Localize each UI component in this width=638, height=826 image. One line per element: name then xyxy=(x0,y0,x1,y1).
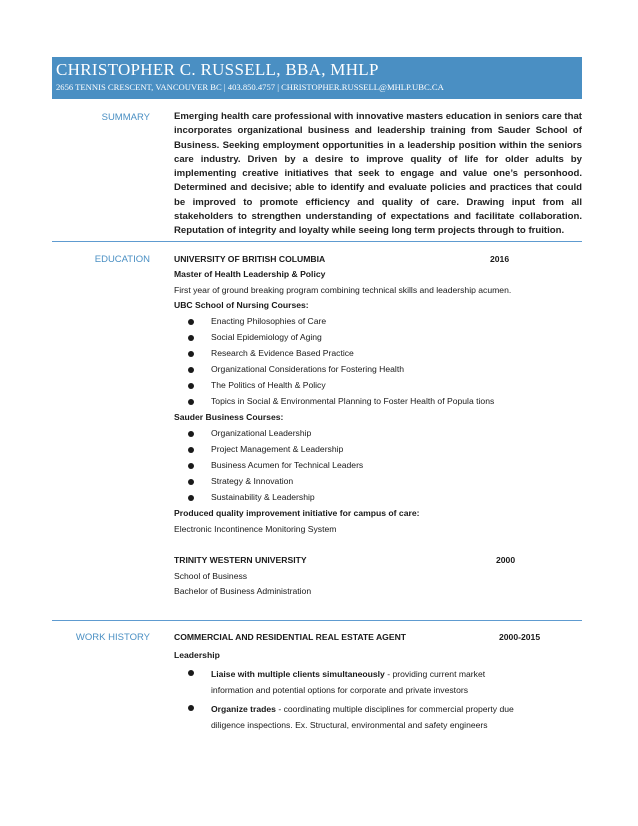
course-item: Research & Evidence Based Practice xyxy=(211,348,354,358)
course-item: Strategy & Innovation xyxy=(211,476,294,486)
twu-line1: School of Business xyxy=(174,571,248,581)
work-item xyxy=(211,666,521,698)
bullet-icon xyxy=(188,335,194,341)
twu-line2: Bachelor of Business Administration xyxy=(174,586,312,596)
bullet-icon xyxy=(188,351,194,357)
ubc-school: UNIVERSITY OF BRITISH COLUMBIA xyxy=(174,254,326,264)
education-label: EDUCATION xyxy=(94,254,150,265)
sauder-courses-heading: Sauder Business Courses: xyxy=(174,412,284,422)
course-item: Social Epidemiology of Aging xyxy=(211,332,322,342)
ubc-year: 2016 xyxy=(490,254,510,264)
bullet-icon xyxy=(188,670,194,676)
summary-text: Emerging health care professional with innovative masters education in seniors care that incorporates organizational business and leadership training from Sauder School of Business. Seeking employment opportunities in a leadership position within the seniors care industry. Driven by a desire to improve quality of life for older adults by implementing creative initiatives that seek to engage and value one’s personhood. Determined and decisive; able to identify and evaluate policies and practices that could be improved to promote efficiency and quality of care. Drawing input from all stakeholders to strengthen understanding of expectations and facilitate collaboration. Reputation of integrity and loyalty while seeing long term projects through to fruition. xyxy=(174,111,582,237)
bullet-icon xyxy=(188,383,194,389)
resume-header xyxy=(52,57,582,99)
job-title: COMMERCIAL AND RESIDENTIAL REAL ESTATE AGENT xyxy=(174,632,407,642)
twu-year: 2000 xyxy=(496,555,516,565)
work-history-label: WORK HISTORY xyxy=(75,632,150,643)
course-item: The Politics of Health & Policy xyxy=(211,380,326,390)
candidate-name: CHRISTOPHER C. RUSSELL, BBA, MHLP xyxy=(56,60,379,79)
work-item-text: - coordinating multiple disciplines for commercial property due diligence inspections. Ex. Structural, environmental and safety engineers xyxy=(211,704,514,730)
bullet-icon xyxy=(188,463,194,469)
bullet-icon xyxy=(188,479,194,485)
bullet-icon xyxy=(188,399,194,405)
ubc-note: First year of ground breaking program combining technical skills and leadership acumen. xyxy=(174,285,512,295)
work-item-bold: Liaise with multiple clients simultaneously xyxy=(211,669,385,679)
summary-label: SUMMARY xyxy=(101,112,150,123)
contact-line: 2656 TENNIS CRESCENT, VANCOUVER BC | 403.850.4757 | CHRISTOPHER.RUSSELL@MHLP.UBC.CA xyxy=(56,82,444,92)
nursing-courses-heading: UBC School of Nursing Courses: xyxy=(174,300,309,310)
course-item: Business Acumen for Technical Leaders xyxy=(211,460,364,470)
bullet-icon xyxy=(188,367,194,373)
bullet-icon xyxy=(188,431,194,437)
course-item: Topics in Social & Environmental Planning to Foster Health of Popula tions xyxy=(211,396,495,406)
initiative-heading: Produced quality improvement initiative for campus of care: xyxy=(174,508,420,518)
course-item: Organizational Leadership xyxy=(211,428,312,438)
course-item: Project Management & Leadership xyxy=(211,444,344,454)
course-item: Sustainability & Leadership xyxy=(211,492,315,502)
work-item-text: - providing current market information and potential options for corporate and private investors xyxy=(211,669,486,695)
bullet-icon xyxy=(188,447,194,453)
job-subheading: Leadership xyxy=(174,650,220,660)
section-divider xyxy=(52,241,582,242)
education-section xyxy=(174,254,582,594)
job-years: 2000-2015 xyxy=(499,632,541,642)
bullet-icon xyxy=(188,705,194,711)
initiative-text: Electronic Incontinence Monitoring System xyxy=(174,524,337,534)
bullet-icon xyxy=(188,319,194,325)
ubc-degree: Master of Health Leadership & Policy xyxy=(174,269,326,279)
section-divider xyxy=(52,620,582,621)
course-item: Organizational Considerations for Fostering Health xyxy=(211,364,404,374)
work-history-section xyxy=(174,632,582,752)
bullet-icon xyxy=(188,495,194,501)
course-item: Enacting Philosophies of Care xyxy=(211,316,327,326)
work-item-bold: Organize trades xyxy=(211,704,276,714)
work-item xyxy=(211,701,521,733)
twu-school: TRINITY WESTERN UNIVERSITY xyxy=(174,555,307,565)
